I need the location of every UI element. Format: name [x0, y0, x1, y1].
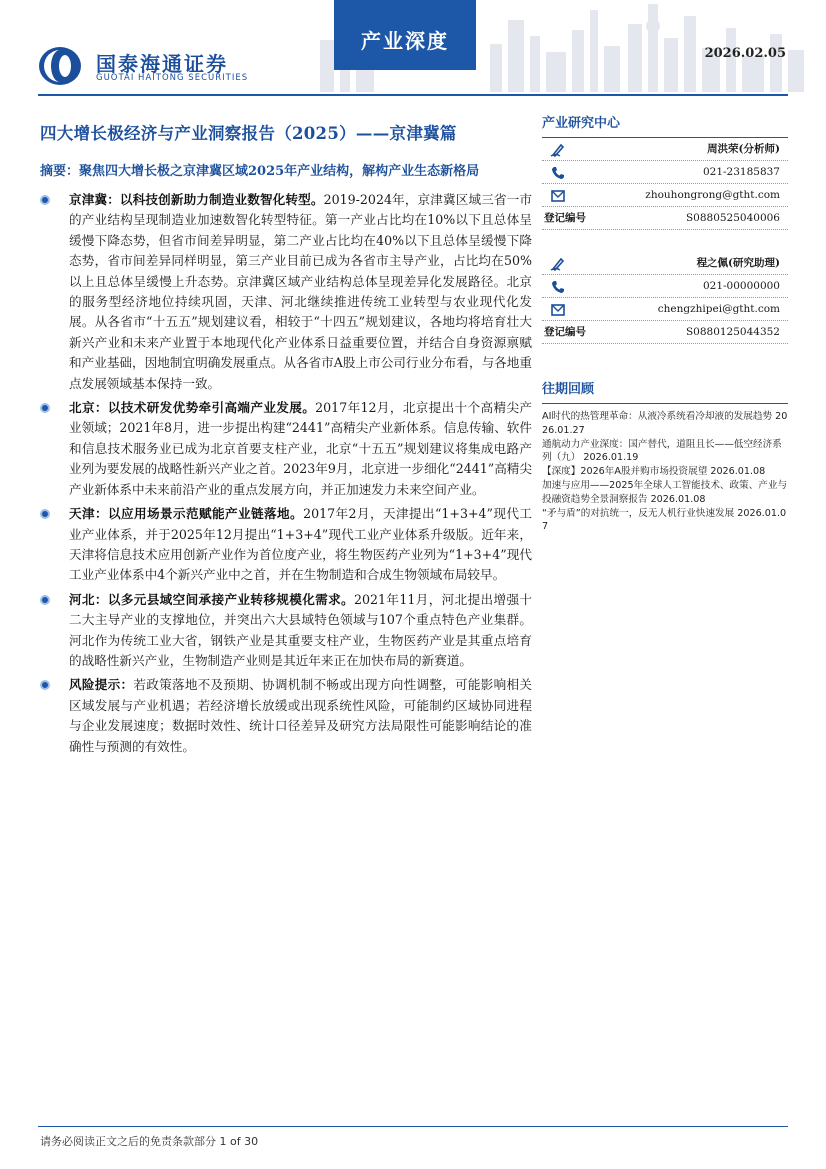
analyst-reg-no: S0880125044352 [685, 326, 780, 338]
company-name-en: GUOTAI HAITONG SECURITIES [96, 73, 249, 83]
summary-bullet-beijing [40, 398, 532, 500]
bullet-heading: 北京：以技术研发优势牵引高端产业发展。 [69, 400, 316, 416]
page-header [0, 0, 826, 96]
bullet-heading: 风险提示： [69, 677, 134, 693]
analyst-name: 周洪荣(分析师) [707, 143, 780, 155]
email-icon [550, 302, 566, 318]
analyst-email-row [542, 184, 788, 207]
analyst-name-row [542, 138, 788, 161]
analyst-phone: 021-00000000 [702, 280, 780, 292]
bullet-dot-icon [40, 680, 50, 690]
past-reports-list [542, 404, 788, 534]
past-report-item[interactable]: 加速与应用——2025年全球人工智能技术、政策、产业与投融资趋势全景洞察报告 2026.01.08 [542, 479, 788, 505]
analyst-phone-row [542, 161, 788, 184]
bullet-body: 2017年12月，北京提出十个高精尖产业领域；2021年8月，进一步提出构建“2441”高精尖产业新体系。信息传输、软件和信息技术服务业已成为北京首要支柱产业，北京“十五五”规划建议将集成电路产业列为要发展的战略性新兴产业之首。2023年9月，北京进一步细化“2441”高精尖产业新体系中未来前沿产业的重点发展方向，并正加速发力未来空间产业。 [69, 400, 533, 497]
analyst-email[interactable]: chengzhipei@gtht.com [657, 303, 780, 315]
past-reports-heading: 往期回顾 [542, 378, 788, 404]
reg-label: 登记编号 [544, 326, 586, 338]
bullet-heading: 京津冀：以科技创新助力制造业数智化转型。 [69, 192, 324, 207]
analyst-name-row [542, 252, 788, 275]
bullet-heading: 天津：以应用场景示范赋能产业链落地。 [69, 506, 304, 522]
analyst-reg-no: S0880525040006 [685, 212, 780, 224]
company-logo-icon [38, 46, 82, 86]
bullet-dot-icon [40, 195, 50, 205]
past-report-item[interactable]: “矛与盾”的对抗统一，反无人机行业快速发展 2026.01.07 [542, 507, 787, 533]
report-date: 2026.02.05 [704, 46, 786, 61]
page-footer: 请务必阅读正文之后的免责条款部分 1 of 30 [40, 1135, 259, 1148]
summary-bullet-hebei [40, 590, 532, 672]
sidebar [542, 112, 788, 534]
past-report-item[interactable]: AI时代的热管理革命：从液冷系统看冷却液的发展趋势 2026.01.27 [542, 411, 788, 436]
analyst-email[interactable]: zhouhongrong@gtht.com [645, 189, 780, 201]
bullet-dot-icon [40, 509, 50, 519]
pen-icon [550, 256, 566, 272]
analyst-reg-row [542, 207, 788, 230]
report-type-badge: 产业深度 [334, 0, 476, 70]
summary-bullet-risk [40, 675, 532, 757]
analyst-name: 程之佩(研究助理) [696, 257, 780, 269]
reg-label: 登记编号 [544, 212, 586, 224]
analyst-email-row [542, 298, 788, 321]
report-subtitle: 摘要：聚焦四大增长极之京津冀区域2025年产业结构，解构产业生态新格局 [40, 164, 480, 179]
analyst-phone-row [542, 275, 788, 298]
summary-bullet-tianjin [40, 504, 532, 586]
past-report-item[interactable]: 【深度】2026年A股并购市场投资展望 2026.01.08 [542, 466, 766, 478]
footer-divider [38, 1126, 788, 1127]
bullet-body: 2021年11月，河北提出增强十二大主导产业的支撑地位，并突出六大县域特色领域与107个重点特色产业集群。河北作为传统工业大省，钢铁产业是其重要支柱产业，生物医药产业是其重点培育的战略性新兴产业，生物制造产业则是其近年来正在加快布局的新赛道。 [69, 591, 533, 668]
analyst-phone: 021-23185837 [702, 166, 780, 178]
phone-icon [550, 165, 566, 181]
bullet-dot-icon [40, 595, 50, 605]
research-center-heading: 产业研究中心 [542, 112, 788, 138]
summary-bullet-jingjinji [40, 190, 532, 394]
phone-icon [550, 279, 566, 295]
summary-bullets [40, 190, 532, 757]
bullet-body: 2019-2024年，京津冀区域三省一市的产业结构呈现制造业加速数智化转型特征。第一产业占比均在10%以下且总体呈缓慢下降态势，但省市间差异明显，第二产业占比均在40%以下且总体呈缓慢下降态势，省市间差异同样明显，第三产业目前已成为各省市主导产业，占比均在50%以上且总体呈缓慢上升态势。京津冀区域产业结构总体呈现差异化发展路径。北京的服务型经济地位持续巩固，天津、河北继续推进传统工业转型与农业现代化发展。从各省市“十五五”规划建议看，相较于“十四五”规划建议，各地均将培育壮大新兴产业和未来产业置于本地现代化产业体系日益重要位置，并结合自身资源禀赋和产业基础，因地制宜明确发展重点。从各省市A股上市公司行业分布看，与各地重点发展领域基本保持一致。 [69, 192, 532, 391]
email-icon [550, 188, 566, 204]
pen-icon [550, 142, 566, 158]
bullet-body: 2017年2月，天津提出“1+3+4”现代工业产业体系，并于2025年12月提出“1+3+4”现代工业产业体系升级版。近年来，天津将信息技术应用创新产业作为首位度产业，将生物医药产业列为“1+3+4”现代工业产业体系中4个新兴产业中之首，并在生物制造和合成生物领域布局较早。 [69, 506, 532, 583]
report-title: 四大增长极经济与产业洞察报告（2025）——京津冀篇 [40, 124, 457, 143]
past-report-item[interactable]: 通航动力产业深度：国产替代，道阻且长——低空经济系列（九） 2026.01.19 [542, 438, 782, 464]
bullet-dot-icon [40, 403, 50, 413]
bullet-heading: 河北：以多元县域空间承接产业转移规模化需求。 [69, 591, 355, 607]
bullet-body: 若政策落地不及预期、协调机制不畅或出现方向性调整，可能影响相关区域发展与产业机遇；若经济增长放缓或出现系统性风险，可能制约区域协同进程与企业发展速度；数据时效性、统计口径差异及研究方法局限性可能影响结论的准确性与预测的有效性。 [69, 677, 533, 754]
header-divider [38, 94, 788, 96]
company-name-cn: 国泰海通证券 [96, 52, 228, 76]
analyst-reg-row [542, 321, 788, 344]
